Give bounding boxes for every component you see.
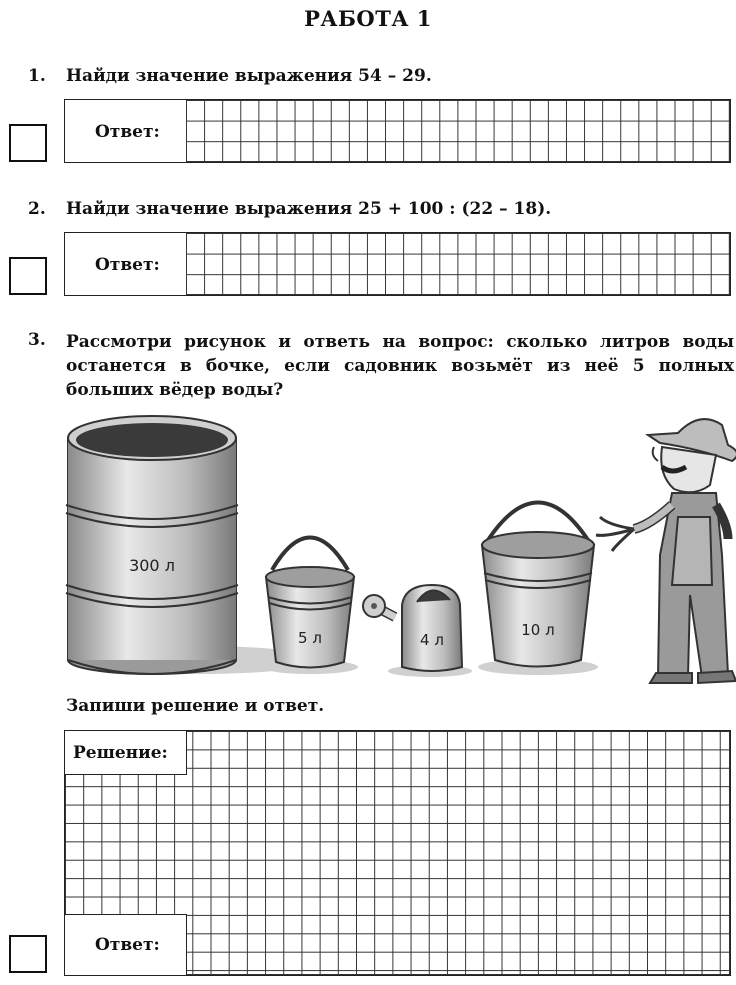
task-2-text: Найди значение выражения 25 + 100 : (22 – 18). (66, 199, 552, 219)
task-1-answer-label: Ответ: (95, 122, 160, 142)
task-1-text: Найди значение выражения 54 – 29. (66, 66, 432, 86)
final-answer-label-box (65, 914, 187, 975)
solution-area[interactable] (64, 730, 731, 976)
solution-label: Решение: (73, 743, 168, 763)
task-3-illustration (60, 405, 736, 690)
gardener-figure (596, 419, 736, 683)
final-answer-label: Ответ: (95, 935, 160, 955)
task-2-score-box[interactable] (9, 257, 47, 295)
barrel (66, 416, 238, 674)
page-title: РАБОТА 1 (304, 6, 432, 31)
small-bucket (262, 538, 358, 675)
task-1-answer-box[interactable] (64, 99, 731, 163)
watering-can (363, 585, 472, 677)
solution-label-box (65, 731, 187, 775)
task-3-number: 3. (28, 330, 46, 350)
task-2-answer-grid[interactable] (186, 233, 730, 295)
task-1-score-box[interactable] (9, 124, 47, 162)
small-bucket-label: 5 л (298, 629, 322, 647)
task-3-text: Рассмотри рисунок и ответь на вопрос: сколько литров воды останется в бочке, если садовник возьмёт из неё 5 полных больших вёдер воды? (66, 332, 734, 400)
big-bucket (478, 503, 598, 676)
big-bucket-label: 10 л (521, 621, 555, 639)
task-3-score-box[interactable] (9, 935, 47, 973)
task-2-answer-box[interactable] (64, 232, 731, 296)
solution-prompt: Запиши решение и ответ. (66, 696, 325, 716)
barrel-label: 300 л (129, 556, 175, 575)
task-1-number: 1. (28, 66, 46, 86)
watering-can-label: 4 л (420, 631, 444, 649)
task-2-answer-label: Ответ: (95, 255, 160, 275)
task-2-number: 2. (28, 199, 46, 219)
task-1-answer-grid[interactable] (186, 100, 730, 162)
